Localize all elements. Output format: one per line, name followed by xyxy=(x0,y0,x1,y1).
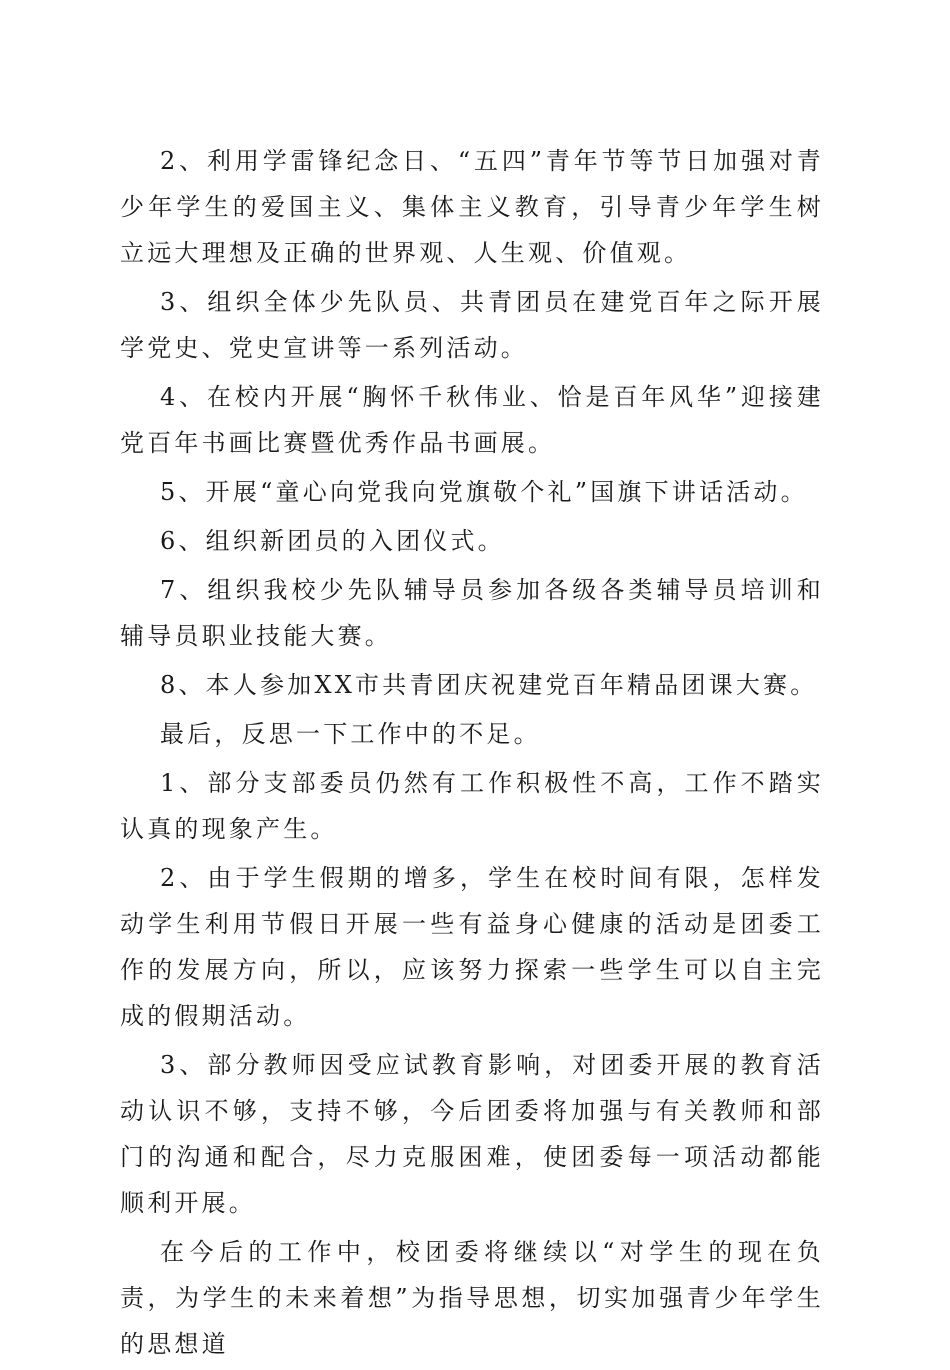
paragraph-shortcoming-1: 1、部分支部委员仍然有工作积极性不高，工作不踏实认真的现象产生。 xyxy=(120,769,824,843)
paragraph-activity-5: 5、开展“童心向党我向党旗敬个礼”国旗下讲话活动。 xyxy=(160,478,808,506)
paragraph-shortcoming-3: 3、部分教师因受应试教育影响，对团委开展的教育活动认识不够，支持不够，今后团委将加强与有关教师和部门的沟通和配合，尽力克服困难，使团委每一项活动都能顺利开展。 xyxy=(120,1051,824,1217)
paragraph-shortcoming-2: 2、由于学生假期的增多，学生在校时间有限，怎样发动学生利用节假日开展一些有益身心健康的活动是团委工作的发展方向，所以，应该努力探索一些学生可以自主完成的假期活动。 xyxy=(120,864,824,1030)
paragraph-reflection-intro: 最后，反思一下工作中的不足。 xyxy=(160,720,541,748)
paragraph-activity-4: 4、在校内开展“胸怀千秋伟业、恰是百年风华”迎接建党百年书画比赛暨优秀作品书画展。 xyxy=(120,383,824,457)
paragraph-activity-6: 6、组织新团员的入团仪式。 xyxy=(160,527,505,555)
paragraph-activity-2: 2、利用学雷锋纪念日、“五四”青年节等节日加强对青少年学生的爱国主义、集体主义教育，引导青少年学生树立远大理想及正确的世界观、人生观、价值观。 xyxy=(120,147,824,267)
document-body xyxy=(120,138,824,1370)
paragraph-activity-3: 3、组织全体少先队员、共青团员在建党百年之际开展学党史、党史宣讲等一系列活动。 xyxy=(120,288,824,362)
paragraph-activity-7: 7、组织我校少先队辅导员参加各级各类辅导员培训和辅导员职业技能大赛。 xyxy=(120,576,824,650)
paragraph-activity-8: 8、本人参加XX市共青团庆祝建党百年精品团课大赛。 xyxy=(160,671,818,699)
paragraph-future-work: 在今后的工作中，校团委将继续以“对学生的现在负责，为学生的未来着想”为指导思想，切实加强青少年学生的思想道 xyxy=(120,1238,824,1358)
